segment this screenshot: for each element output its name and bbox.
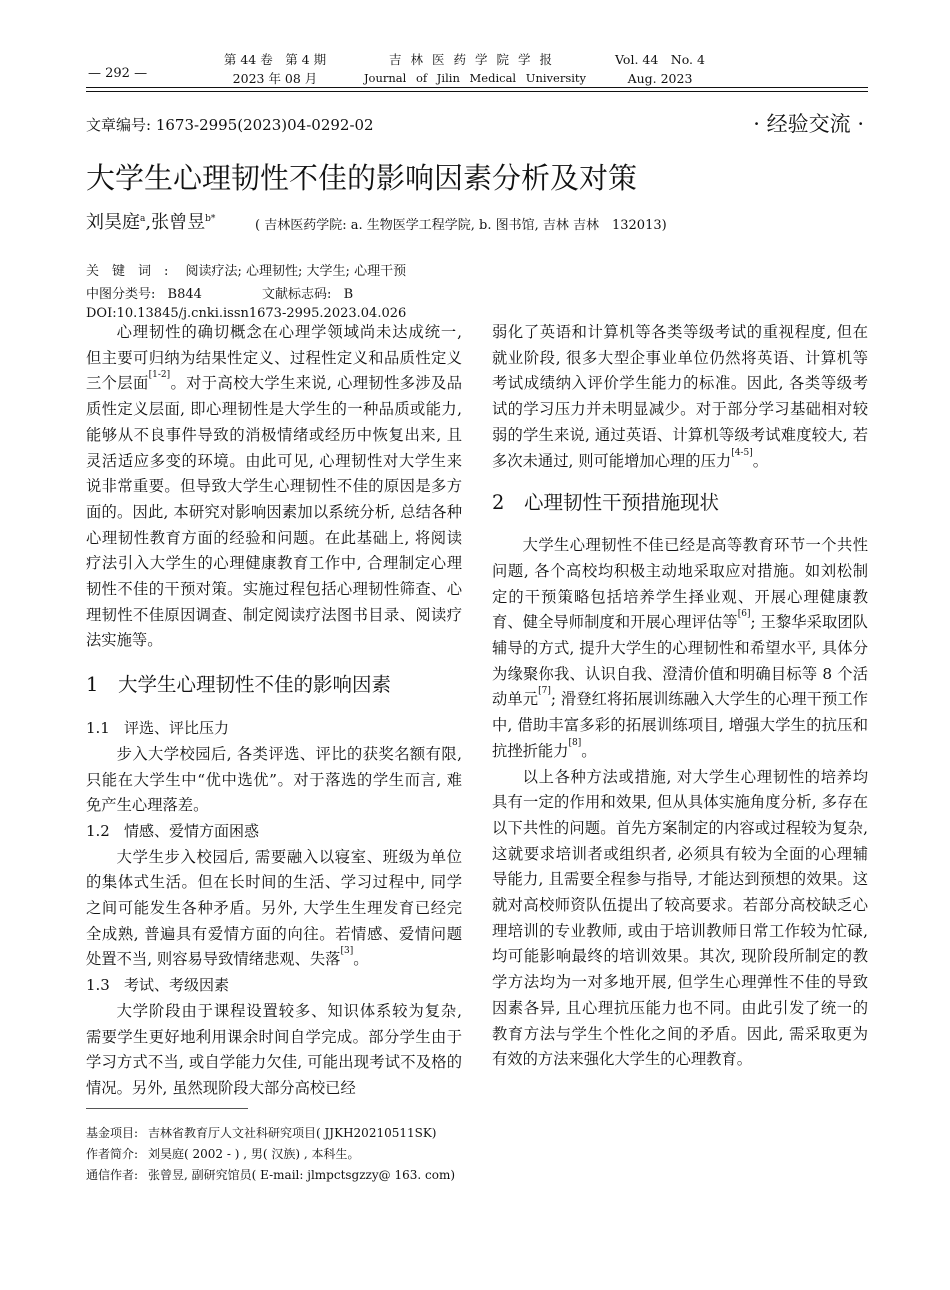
citation: [7] [538, 686, 551, 697]
paragraph-text: ; 王黎华采取团队辅导的方式, 提升大学生的心理韧性和希望水平, 具体分为缘聚你我、认识自我、澄清价值和明确目标等 8 个活动单元 [492, 613, 868, 709]
doi: DOI:10.13845/j.cnki.issn1673-2995.2023.04.026 [86, 306, 407, 321]
header-journal-block [350, 50, 600, 88]
section-heading [492, 489, 868, 517]
subsection-number: 1.1 [86, 719, 110, 738]
paragraph: 以上各种方法或措施, 对大学生心理韧性的培养均具有一定的作用和效果, 但从具体实施角度分析, 多存在以下共性的问题。首先方案制定的内容或过程较为复杂, 这就要求培训者或组织者, 必须具有较为全面的心理辅导能力, 且需要全程参与指导, 才能达到预想的效果。这就对高校师资队伍提出了较高要求。若部分高校缺乏心理培训的专业教师, 或由于培训教师日常工作较为忙碌, 均可能影响最终的培训效果。其次, 现阶段所制定的教学方法均为一对多地开展, 但学生心理弹性不佳的导致因素各异, 且心理抗压能力也不同。由此引发了统一的教育方法与学生个性化之间的矛盾。因此, 需采取更为有效的方法来强化大学生的心理教育。 [492, 767, 868, 1069]
intro-paragraph [86, 320, 462, 654]
affiliation: ( 吉林医药学院: a. 生物医学工程学院, b. 图书馆, 吉林 吉林 132013) [255, 218, 667, 233]
classification-line [86, 283, 353, 302]
article-number: 文章编号: 1673-2995(2023)04-0292-02 [86, 116, 374, 134]
header-vol-en-block [605, 50, 715, 88]
header-volume-block [205, 50, 345, 88]
citation: [6] [737, 609, 751, 620]
section-title: 心理韧性干预措施现状 [524, 491, 720, 515]
subsection-heading [86, 973, 462, 999]
subsection-heading [86, 716, 462, 742]
header-journal-en: Journal of Jilin Medical University [363, 71, 587, 85]
citation: [3] [340, 946, 354, 957]
citation: [1-2] [148, 370, 171, 381]
header-journal-zh: 吉林医药学院学报 [388, 52, 561, 67]
paragraph: 步入大学校园后, 各类评选、评比的获奖名额有限, 只能在大学生中“优中选优”。对于落选的学生而言, 难免产生心理落差。 [86, 744, 462, 815]
section-title: 大学生心理韧性不佳的影响因素 [118, 673, 392, 697]
subsection-title: 情感、爱情方面困惑 [124, 821, 260, 840]
paragraph-text: 。 [581, 741, 597, 760]
footnote-label: 通信作者: [86, 1168, 139, 1182]
keywords-label: 关键词: [86, 264, 182, 279]
paragraph: 大学阶段由于课程设置较多、知识体系较为复杂, 需要学生更好地利用课余时间自学完成。部分学生由于学习方式不当, 或自学能力欠佳, 可能出现考试不及格的情况。另外, 虽然现阶段大部分高校已经 [86, 1001, 462, 1097]
keywords-line [86, 260, 406, 279]
footnote-text: 刘昊庭( 2002 - ) , 男( 汉族) , 本科生。 [148, 1147, 360, 1161]
page-number: — 292 — [88, 66, 148, 81]
header-rule-top [86, 87, 868, 88]
doc-code-value: B [343, 287, 354, 302]
citation: [4-5] [731, 447, 753, 458]
subsection-title: 评选、评比压力 [124, 719, 230, 738]
subsection-heading [86, 819, 462, 845]
clc-value: B844 [167, 287, 202, 302]
author-line [86, 208, 215, 234]
keywords: 阅读疗法; 心理韧性; 大学生; 心理干预 [185, 264, 407, 279]
paragraph-text: 心理韧性的确切概念在心理学领域尚未达成统一, 但主要可归纳为结果性定义、过程性定义和品质性定义三个层面 [86, 323, 462, 393]
paragraph-text: ; 滑登红将拓展训练融入大学生的心理干预工作中, 借助丰富多彩的拓展训练项目, 增强大学生的抗压和抗挫折能力 [492, 690, 868, 760]
footnote-fund [86, 1124, 437, 1141]
author-name: 张曾昱 [151, 212, 206, 233]
section-heading [86, 671, 462, 699]
footnote-label: 作者简介: [86, 1147, 139, 1161]
header-date-en: Aug. 2023 [627, 71, 693, 86]
author-affil-mark: b* [205, 214, 216, 224]
subsection-number: 1.2 [86, 821, 110, 840]
author-separator: , [145, 212, 152, 233]
header-volume-issue: 第 44 卷 第 4 期 [223, 52, 327, 67]
clc-label: 中图分类号: [86, 287, 156, 302]
section-number: 1 [86, 673, 99, 697]
author-affil-mark: a [140, 214, 146, 224]
header-date-zh: 2023 年 08 月 [232, 71, 318, 86]
subsection-number: 1.3 [86, 976, 110, 995]
citation: [8] [568, 737, 582, 748]
paragraph [492, 533, 868, 764]
subsection-title: 考试、考级因素 [124, 976, 230, 995]
paragraph-text: 。对于高校大学生来说, 心理韧性多涉及品质性定义层面, 即心理韧性是大学生的一种品质或能力, 能够从不良事件导致的消极情绪或经历中恢复出来, 且灵活适应多变的环境。由此可见, 心理韧性对大学生来说非常重要。但导致大学生心理韧性不佳的原因是多方面的。因此, 本研究对影响因素加以系统分析, 总结各种心理韧性教育方面的经验和问题。在此基础上, 将阅读疗法引入大学生的心理健康教育工作中, 合理制定心理韧性不佳的干预对策。实施过程包括心理韧性筛查、心理韧性不佳原因调查、制定阅读疗法图书目录、阅读疗法实施等。 [86, 374, 462, 650]
footnote-rule [86, 1108, 248, 1109]
header-rule-bottom [86, 91, 868, 92]
section-number: 2 [492, 491, 505, 515]
right-column [492, 320, 868, 1073]
paragraph-text: 大学生心理韧性不佳已经是高等教育环节一个共性问题, 各个高校均积极主动地采取应对措施。如刘松制定的干预策略包括培养学生择业观、开展心理健康教育、健全导师制度和开展心理评估等 [492, 536, 868, 632]
footnote-text: 吉林省教育厅人文社科研究项目( JJKH20210511SK) [148, 1126, 437, 1140]
left-column [86, 320, 462, 1102]
article-title: 大学生心理韧性不佳的影响因素分析及对策 [86, 161, 638, 195]
doc-code-label: 文献标志码: [262, 287, 332, 302]
paragraph-continued [492, 320, 868, 474]
footnote-label: 基金项目: [86, 1126, 139, 1140]
footnote-text: 张曾昱, 副研究馆员( E-mail: jlmpctsgzzy@ 163. com) [148, 1168, 456, 1182]
paragraph-text: 弱化了英语和计算机等各类等级考试的重视程度, 但在就业阶段, 很多大型企事业单位仍然将英语、计算机等考试成绩纳入评价学生能力的标准。因此, 各类等级考试的学习压力并未明显减少。对于部分学习基础相对较弱的学生来说, 通过英语、计算机等级考试难度较大, 若多次未通过, 则可能增加心理的压力 [492, 323, 868, 470]
paragraph-text: 。 [752, 451, 769, 470]
paragraph [86, 845, 462, 974]
header-vol-en: Vol. 44 No. 4 [615, 52, 705, 67]
author-name: 刘昊庭 [86, 212, 140, 233]
column-tag: · 经验交流 · [753, 112, 864, 136]
footnote-author [86, 1145, 359, 1162]
footnote-corresponding [86, 1166, 455, 1183]
paragraph-text: 大学生步入校园后, 需要融入以寝室、班级为单位的集体式生活。但在长时间的生活、学习过程中, 同学之间可能发生各种矛盾。另外, 大学生生理发育已经完全成熟, 普遍具有爱情方面的向往。若情感、爱情问题处置不当, 则容易导致情绪悲观、失落 [86, 847, 462, 969]
paragraph-text: 。 [353, 950, 369, 969]
